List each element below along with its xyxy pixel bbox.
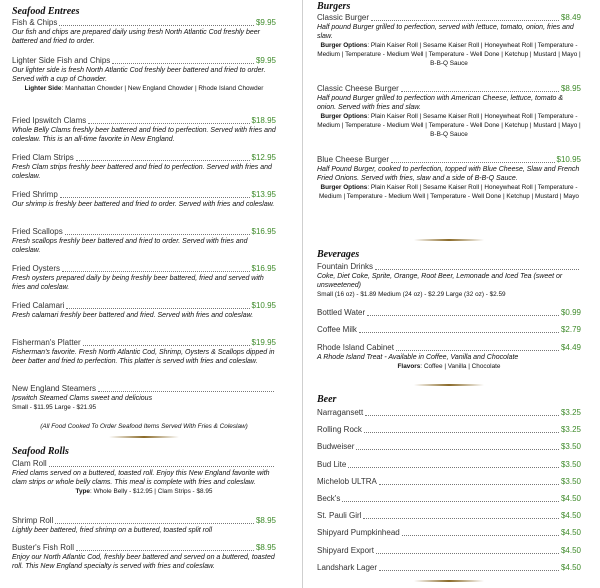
item-description: Enjoy our North Atlantic Cod, freshly beer battered and served on a buttered, toasted roll. This New England specialty is served with fries and coleslaw. [12, 554, 275, 570]
seafood-note: (All Food Cooked To Order Seafood Items Served With Fries & Coleslaw) [40, 423, 248, 430]
item-name: Shrimp Roll [12, 516, 54, 525]
section-rule [414, 239, 484, 241]
beer-item[interactable] [317, 528, 581, 545]
item-name: Fried Oysters [12, 264, 61, 273]
section-rule [414, 580, 484, 582]
item-name: Classic Cheese Burger [317, 84, 399, 93]
item-description: Fresh scallops freshly beer battered and fried to order. Served with fries and coleslaw. [12, 238, 248, 254]
item-name: Fish & Chips [12, 18, 58, 27]
item-options: Burger Options: Plain Kaiser Roll | Sesame Kaiser Roll | Honeywheat Roll | Temperature - Medium | Temperature - Medium Well | Temperature - Well Done | Ketchup | Mustard | Mayo | B-B-Q Sauce [317, 42, 581, 67]
item-price: $8.95 [255, 516, 276, 525]
section-rule [414, 384, 484, 386]
menu-item[interactable] [12, 384, 276, 412]
item-name: Narragansett [317, 408, 364, 417]
item-name: Fisherman's Platter [12, 338, 81, 347]
item-price: $12.95 [251, 153, 276, 162]
item-price: $3.50 [560, 442, 581, 452]
item-price: $18.95 [251, 116, 276, 125]
item-description: Fisherman's favorite. Fresh North Atlantic Cod, Shrimp, Oysters & Scallops dipped in beer batter and fried to perfection. This platter is served with fries and coleslaw. [12, 349, 275, 365]
beer-item[interactable] [317, 494, 581, 511]
item-sizes: Small (16 oz) - $1.89 Medium (24 oz) - $2.29 Large (32 oz) - $2.59 [317, 291, 506, 298]
item-name: Bud Lite [317, 459, 347, 469]
menu-item[interactable] [12, 459, 276, 496]
menu-item[interactable] [317, 325, 581, 335]
beer-item[interactable] [317, 460, 581, 477]
item-name: Bottled Water [317, 308, 366, 317]
item-name: New England Steamers [12, 384, 97, 393]
menu-item[interactable] [317, 155, 581, 201]
item-price: $10.95 [556, 155, 581, 164]
section-title-rolls: Seafood Rolls [12, 446, 69, 457]
item-description: Half pound Burger grilled to perfection with American Cheese, lettuce, tomato & onion. Served with fries and slaw. [317, 95, 564, 111]
item-description: Half pound Burger grilled to perfection, served with lettuce, tomato, onion, fries and slaw. [317, 24, 574, 40]
menu-item[interactable] [317, 308, 581, 318]
item-name: St. Pauli Girl [317, 511, 362, 521]
section-title-beverages: Beverages [317, 249, 360, 260]
section-title-burgers: Burgers [317, 1, 351, 12]
item-options: Lighter Side: Manhattan Chowder | New England Chowder | Rhode Island Chowder [24, 85, 264, 92]
item-name: Coffee Milk [317, 325, 357, 334]
menu-item[interactable] [12, 18, 276, 46]
beer-item[interactable] [317, 563, 581, 580]
item-description: Our shrimp is freshly beer battered and fried to order. Served with fries and coleslaw. [12, 201, 275, 208]
beer-item[interactable] [317, 546, 581, 563]
item-name: Shipyard Export [317, 545, 374, 555]
menu-item[interactable] [12, 301, 276, 320]
beer-list [317, 408, 581, 580]
item-name: Fried Ipswitch Clams [12, 116, 87, 125]
item-name: Buster's Fish Roll [12, 543, 74, 552]
column-divider [302, 0, 303, 588]
item-description: Whole Belly Clams freshly beer battered and fried to perfection. Served with fries and coleslaw. This is an all-time favorite in New England. [12, 127, 276, 143]
beer-item[interactable] [317, 425, 581, 442]
item-options: Flavors: Coffee | Vanilla | Chocolate [397, 363, 501, 370]
item-name: Classic Burger [317, 13, 370, 22]
item-price: $3.25 [560, 408, 581, 417]
item-price: $8.95 [560, 84, 581, 93]
item-description: Coke, Diet Coke, Sprite, Orange, Root Beer, Lemonade and Iced Tea (sweet or unsweetened) [317, 273, 563, 289]
item-price: $0.99 [560, 308, 581, 317]
item-price: $4.50 [560, 562, 581, 572]
item-price: $19.95 [251, 338, 276, 347]
item-name: Landshark Lager [317, 562, 378, 572]
item-name: Blue Cheese Burger [317, 155, 390, 164]
item-price: $2.79 [560, 325, 581, 334]
menu-item[interactable] [12, 56, 276, 93]
item-name: Fried Calamari [12, 301, 65, 310]
item-name: Beck's [317, 493, 341, 503]
menu-item[interactable] [12, 190, 276, 209]
item-name: Shipyard Pumpkinhead [317, 528, 400, 538]
item-price: $9.95 [255, 18, 276, 27]
item-description: Fried clams served on a buttered, toasted roll. Enjoy this New England favorite with clam strips or whole belly clams. This meal is complete with fries and coleslaw. [12, 470, 270, 486]
seafood-section [12, 6, 276, 18]
item-price: $8.49 [560, 13, 581, 22]
item-name: Budweiser [317, 442, 355, 452]
menu-item[interactable] [12, 227, 276, 255]
item-name: Fried Scallops [12, 227, 63, 236]
section-rule [109, 436, 179, 438]
item-price: $4.50 [560, 528, 581, 538]
item-price: $13.95 [251, 190, 276, 199]
menu-item[interactable] [317, 13, 581, 68]
item-description: Half Pound Burger, cooked to perfection, topped with Blue Cheese, Slaw and French Fried Onions. Served with fries, slaw and a side of B-B-Q Sauce. [317, 166, 580, 182]
item-sizes: Small - $11.95 Large - $21.95 [12, 404, 97, 411]
item-price: $3.25 [560, 425, 581, 435]
item-price: $4.49 [560, 343, 581, 352]
section-title-beer: Beer [317, 394, 337, 405]
menu-item[interactable] [317, 343, 581, 371]
item-description: Lightly beer battered, fried shrimp on a buttered, toasted split roll [12, 527, 212, 534]
menu-item[interactable] [12, 543, 276, 571]
item-description: Fresh calamari freshly beer battered and fried. Served with fries and coleslaw. [12, 312, 254, 319]
menu-item[interactable] [317, 84, 581, 139]
beer-item[interactable] [317, 477, 581, 494]
item-name: Lighter Side Fish and Chips [12, 56, 111, 65]
item-name: Rhode Island Cabinet [317, 343, 394, 352]
item-price: $16.95 [251, 264, 276, 273]
section-title-seafood: Seafood Entrees [12, 6, 80, 17]
item-description: Fresh Clam strips freshly beer battered and fried to perfection. Served with fries and coleslaw. [12, 164, 272, 180]
item-price: $9.95 [255, 56, 276, 65]
item-options: Burger Options: Plain Kaiser Roll | Sesame Kaiser Roll | Honeywheat Roll | Temperature - Medium | Temperature - Medium Well | Temperature - Well Done | Ketchup | Mustard | Mayo [318, 184, 579, 200]
item-name: Rolling Rock [317, 425, 362, 435]
item-name: Michelob ULTRA [317, 476, 377, 486]
item-options: Type: Whole Belly - $12.95 | Clam Strips - $8.95 [75, 488, 213, 495]
item-name: Fried Shrimp [12, 190, 58, 199]
beer-item[interactable] [317, 511, 581, 528]
item-name: Fountain Drinks [317, 262, 374, 271]
menu-item[interactable] [12, 338, 276, 366]
menu-item[interactable] [12, 516, 276, 535]
item-description: Our fish and chips are prepared daily using fresh North Atlantic Cod freshly beer battered and fried to order. [12, 29, 260, 45]
item-price: $4.50 [560, 511, 581, 521]
menu-item[interactable] [12, 264, 276, 292]
item-price: $10.95 [251, 301, 276, 310]
item-description: Ipswitch Steamed Clams sweet and delicious [12, 395, 153, 402]
menu-item[interactable] [12, 116, 276, 144]
item-price: $3.50 [560, 459, 581, 469]
item-price: $3.50 [560, 476, 581, 486]
item-price: $16.95 [251, 227, 276, 236]
item-description: Fresh oysters prepared daily by being freshly beer battered, fried and served with fries and coleslaw. [12, 275, 264, 291]
item-name: Fried Clam Strips [12, 153, 74, 162]
item-description: A Rhode Island Treat - Available in Coffee, Vanilla and Chocolate [317, 354, 519, 361]
item-price: $4.50 [560, 545, 581, 555]
item-name: Clam Roll [12, 459, 47, 468]
menu-item[interactable] [317, 262, 581, 299]
menu-item[interactable] [12, 153, 276, 181]
beer-item[interactable] [317, 408, 581, 425]
item-price: $8.95 [255, 543, 276, 552]
item-price: $4.50 [560, 493, 581, 503]
item-description: Our lighter side is fresh North Atlantic Cod freshly beer battered and fried to order. Served with a cup of Chowder. [12, 67, 266, 83]
item-options: Burger Options: Plain Kaiser Roll | Sesame Kaiser Roll | Honeywheat Roll | Temperature - Medium | Temperature - Medium Well | Temperature - Well Done | Ketchup | Mustard | Mayo | B-B-Q Sauce [317, 113, 581, 138]
beer-item[interactable] [317, 442, 581, 459]
